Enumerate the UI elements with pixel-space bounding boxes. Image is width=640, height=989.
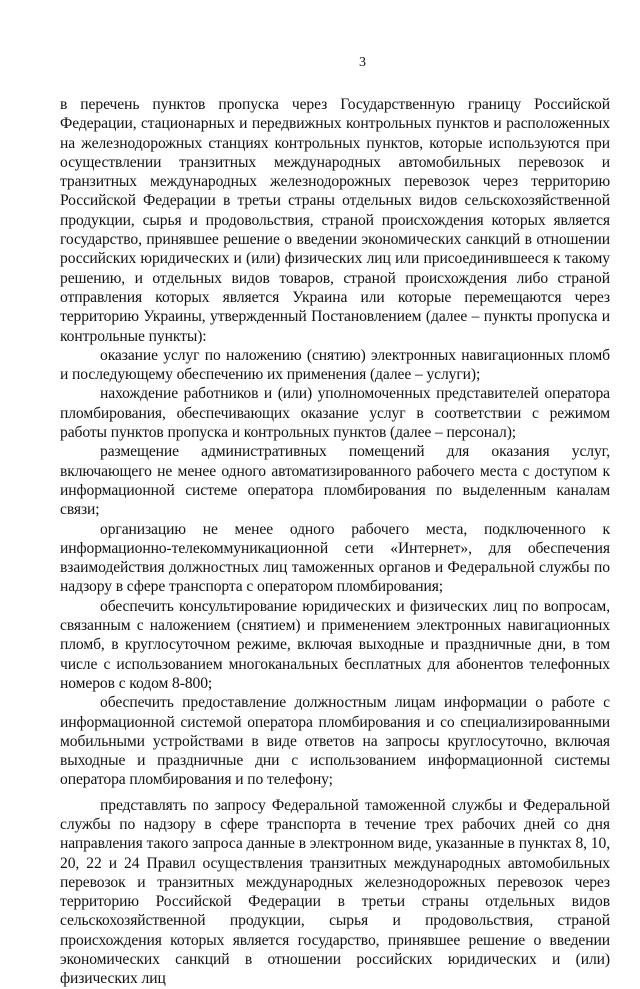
page-number: 3: [359, 55, 366, 70]
paragraph-services: оказание услуг по наложению (снятию) электронных навигационных пломб и последующему обеспечению их применения (далее – услуги);: [60, 346, 610, 384]
paragraph-consulting: обеспечить консультирование юридических и физических лиц по вопросам, связанным с наложением (снятием) и применением электронных навигационных пломб, в круглосуточном режиме, включая выходные и праздничные дни, в том числе с использованием многоканальных бесплатных для абонентов телефонных номеров с кодом 8-800;: [60, 597, 610, 692]
paragraph-workplace: организацию не менее одного рабочего места, подключенного к информационно-телекоммуникационной сети «Интернет», для обеспечения взаимодействия должностных лиц таможенных органов и Федеральной службы по надзору в сфере транспорта с оператором пломбирования;: [60, 520, 610, 596]
paragraph-data-request: представлять по запросу Федеральной таможенной службы и Федеральной службы по надзору в сфере транспорта в течение трех рабочих дней со дня направления такого запроса данные в электронном виде, указанные в пунктах 8, 10, 20, 22 и 24 Правил осуществления транзитных международных автомобильных перевозок и транзитных международных железнодорожных перевозок через территорию Российской Федерации в третьи страны отдельных видов сельскохозяйственной продукции, сырья и продовольствия, страной происхождения которых является государство, принявшее решение о введении экономических санкций в отношении российских юридических и (или) физических лиц: [60, 796, 610, 988]
paragraph-personnel: нахождение работников и (или) уполномоченных представителей оператора пломбирования, обеспечивающих оказание услуг в соответствии с режимом работы пунктов пропуска и контрольных пунктов (далее – персонал);: [60, 385, 610, 442]
paragraph-premises: размещение административных помещений для оказания услуг, включающего не менее одного автоматизированного рабочего места с доступом к информационной системе оператора пломбирования по выделенным каналам связи;: [60, 443, 610, 519]
paragraph-list-intro: в перечень пунктов пропуска через Государственную границу Российской Федерации, стационарных и передвижных контрольных пунктов и расположенных на железнодорожных станциях контрольных пунктов, которые используются при осуществлении транзитных международных автомобильных перевозок и транзитных международных железнодорожных перевозок через территорию Российской Федерации в третьи страны отдельных видов сельскохозяйственной продукции, сырья и продовольствия, страной происхождения которых является государство, принявшее решение о введении экономических санкций в отношении российских юридических и (или) физических лиц или присоединившееся к такому решению, и отдельных видов товаров, страной происхождения либо страной отправления которых является Украина или которые перемещаются через территорию Украины, утвержденный Постановлением (далее – пункты пропуска и контрольные пункты):: [60, 96, 610, 345]
paragraph-information: обеспечить предоставление должностным лицам информации о работе с информационной системой оператора пломбирования и со специализированными мобильными устройствами в виде ответов на запросы круглосуточно, включая выходные и праздничные дни с использованием информационной системы оператора пломбирования и по телефону;: [60, 694, 610, 789]
document-body: [60, 95, 610, 989]
